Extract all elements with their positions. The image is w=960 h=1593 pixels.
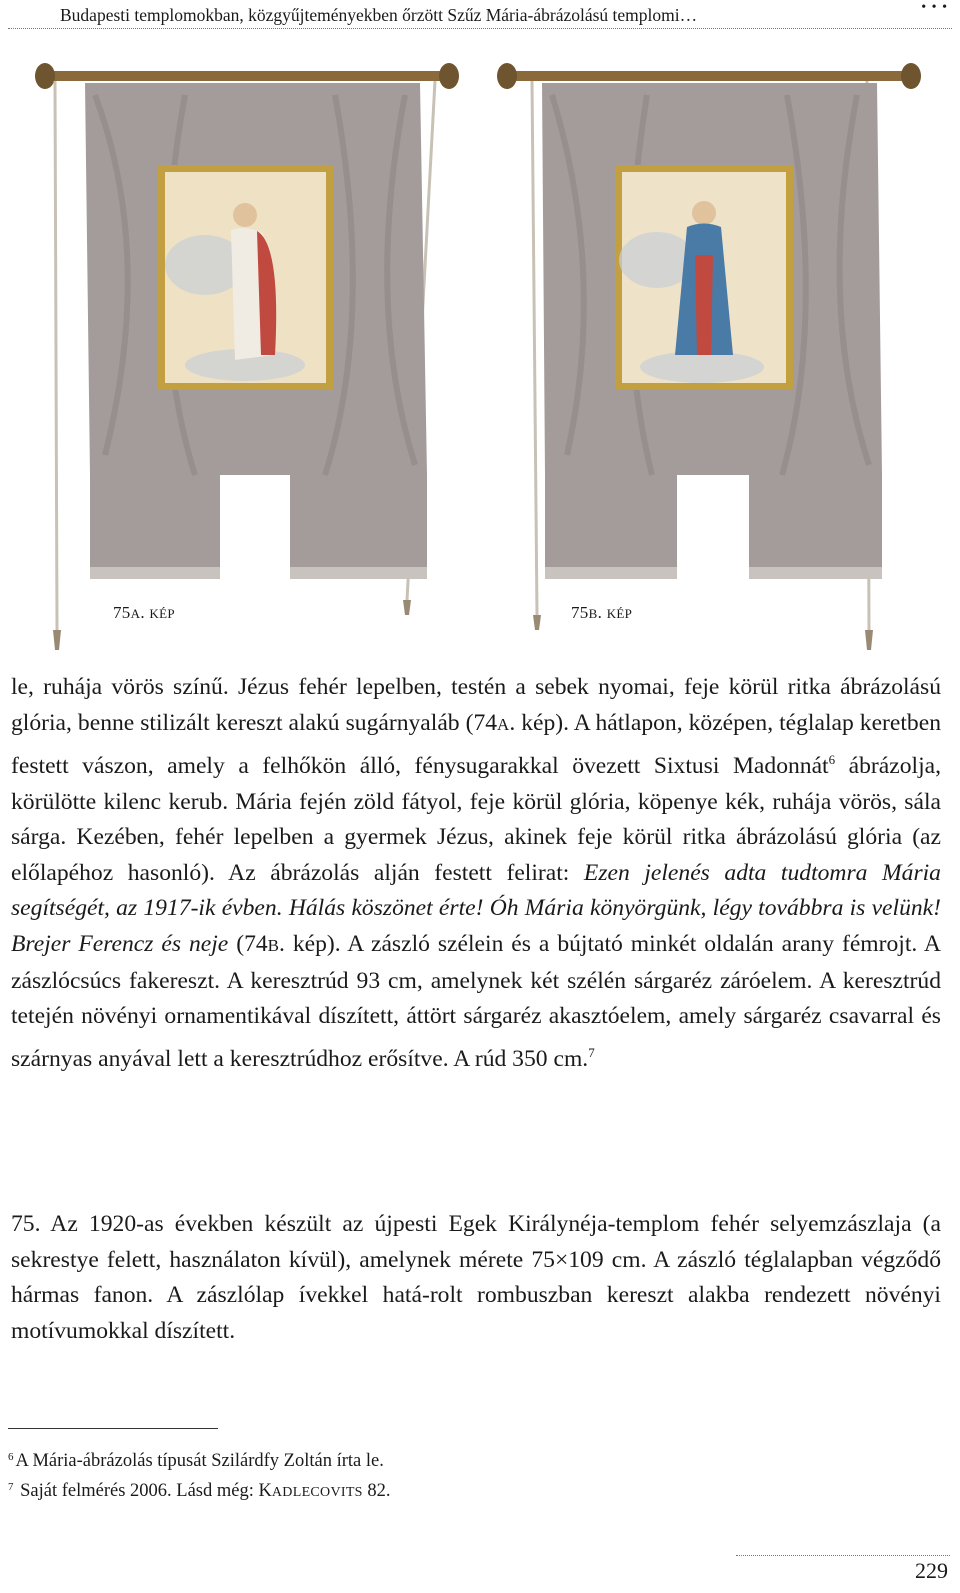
caption-letter: A	[130, 606, 141, 621]
caption-number: 75	[113, 603, 131, 622]
body-paragraph-2	[11, 1207, 941, 1349]
page-number: 229	[915, 1558, 948, 1583]
figure-caption-75b: 75B. KÉP	[571, 603, 633, 622]
footnote-text: Saját felmérés 2006. Lásd még:	[15, 1481, 259, 1501]
header-dots: • • •	[921, 0, 948, 15]
author-initial: K	[258, 1481, 272, 1501]
footnote-number: 6	[8, 1451, 14, 1463]
text-run: (74	[228, 931, 268, 958]
text-run: . kép). A hátlapon, középen, téglalap keretben festett vászon, amely a felhőkön álló, fénysugarakkal övezett Sixtusi Madonnát	[11, 709, 941, 780]
caption-letter: B	[588, 606, 598, 621]
caption-label: KÉP	[149, 606, 175, 621]
text-run: . kép). A zászló szélein és a bújtató minkét oldalán arany fémrojt. A zászlócsúcs fakereszt. A keresztrúd 93 cm, amelynek két szélén sárgaréz záróelem. A keresztrúd tetején növényi ornamentikával díszített, áttört sárgaréz akasztóelem, amely sárgaréz csavarral és szárnyas anyával lett a keresztrúdhoz erősítve. A rúd 350 cm.	[11, 931, 941, 1072]
italic-inscription: Ezen jelenés adta tudtomra Mária segítségét, az 1917-ik évben. Hálás köszönet érte! Óh Mária könyörgünk, légy továbbra is velünk! Brejer Ferencz és neje	[11, 859, 941, 958]
footnote-text: 82.	[362, 1481, 391, 1501]
author-small-caps: ADLECOVITS	[271, 1485, 363, 1500]
page-number-rule	[736, 1555, 950, 1556]
footnote-ref-7: 7	[588, 1044, 595, 1060]
footnote-text: A Mária-ábrázolás típusát Szilárdfy Zoltán írta le.	[15, 1451, 384, 1471]
caption-number: 75	[571, 603, 589, 622]
footnote-ref-6: 6	[828, 752, 836, 768]
banner-image-75a	[35, 55, 460, 650]
footnote-7	[8, 1474, 391, 1506]
small-caps-run: B	[267, 936, 280, 956]
footnotes	[8, 1444, 391, 1506]
text-run: le, ruhája vörös színű. Jézus fehér lepelben, testén a sebek nyomai, feje körül ritka ábrázolású glória, benne stilizált kereszt alakú sugárnyaláb (74	[11, 674, 941, 736]
caption-label: KÉP	[606, 606, 633, 621]
footnote-6	[8, 1444, 391, 1474]
banner-image-75b	[497, 55, 922, 650]
running-title: Budapesti templomokban, közgyűjteményekben őrzött Szűz Mária-ábrázolású templomi…	[60, 5, 698, 25]
running-header	[60, 2, 950, 28]
paragraph-text: 75. Az 1920-as években készült az újpesti Egek Királynéja-templom fehér selyemzászlaja (a sekrestye felett, használaton kívül), amelynek mérete 75×109 cm. A zászló téglalapban végződő hármas fanon. A zászlólap ívekkel hatá-rolt rombuszban kereszt alakba rendezett növényi motívumokkal díszített.	[11, 1211, 941, 1344]
header-rule	[8, 28, 952, 29]
footnote-number: 7	[8, 1481, 14, 1493]
figure-caption-75a: 75A. KÉP	[113, 603, 175, 622]
body-paragraph-1	[11, 670, 941, 1077]
small-caps-run: A	[497, 714, 510, 734]
text-run: ábrázolja, körülötte kilenc kerub. Mária fején zöld fátyol, feje körül glória, köpenye kék, ruhája vörös, sála sárga. Kezében, fehér lepelben a gyermek Jézus, akinek feje körül ritka ábrázolású glória (az előlapéhoz hasonló). Az ábrázolás alján festett felirat:	[11, 753, 941, 886]
footnote-rule	[8, 1428, 218, 1429]
